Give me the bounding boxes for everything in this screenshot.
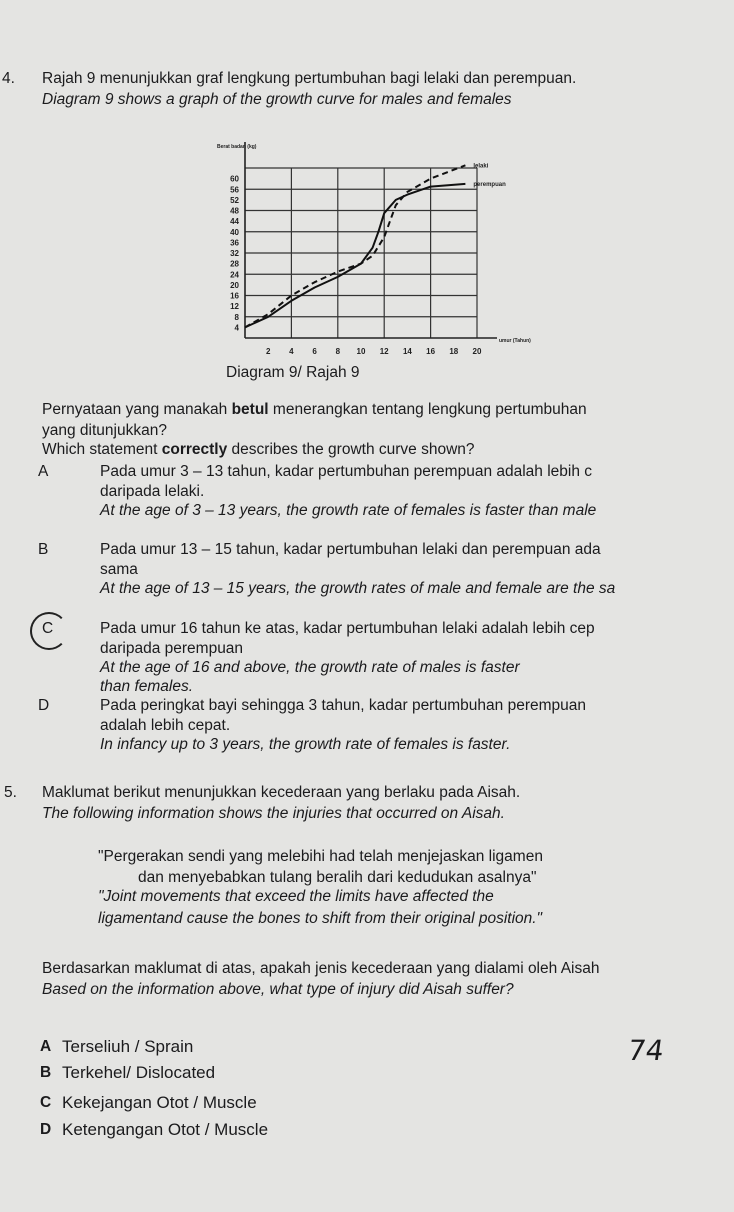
series-line-perempuan: [245, 184, 465, 328]
q5-intro-ms: Maklumat berikut menunjukkan kecederaan yang berlaku pada Aisah.: [42, 784, 521, 801]
option-text-en-2: than females.: [100, 678, 194, 695]
q4-stem-en: Which statement correctly describes the growth curve shown?: [42, 441, 475, 458]
y-tick-label: 28: [230, 259, 239, 269]
y-tick-label: 32: [230, 249, 239, 258]
option-letter[interactable]: B: [38, 541, 49, 558]
quote-en-1: "Joint movements that exceed the limits have affected the: [98, 888, 494, 905]
q4-intro-en: Diagram 9 shows a graph of the growth curve for males and females: [42, 91, 512, 108]
y-axis-label: Berat badan (kg): [217, 144, 257, 150]
option-letter[interactable]: A: [38, 463, 49, 480]
y-tick-label: 8: [234, 312, 239, 322]
option-text: Ketengangan Otot / Muscle: [62, 1120, 269, 1139]
option-text-ms: Pada umur 16 tahun ke atas, kadar pertumbuhan lelaki adalah lebih cep: [100, 620, 595, 637]
option-letter[interactable]: A: [40, 1038, 52, 1055]
y-tick-label: 16: [230, 291, 239, 301]
series-label: lelaki: [473, 163, 489, 170]
x-tick-label: 16: [426, 347, 436, 356]
q4-stem-ms-2: yang ditunjukkan?: [42, 422, 167, 439]
growth-chart: [190, 130, 531, 365]
y-tick-label: 12: [230, 302, 239, 312]
q4-stem-ms: Pernyataan yang manakah betul menerangkan tentang lengkung pertumbuhan: [42, 401, 587, 418]
y-tick-label: 44: [230, 217, 239, 227]
quote-ms-1: "Pergerakan sendi yang melebihi had telah menjejaskan ligamen: [98, 848, 543, 865]
option-text: Terkehel/ Dislocated: [62, 1063, 216, 1082]
quote-en-2: ligamentand cause the bones to shift from their original position.": [98, 910, 543, 927]
q5-intro-en: The following information shows the injuries that occurred on Aisah.: [42, 805, 505, 822]
option-text-ms-2: sama: [100, 561, 138, 578]
q5-stem-ms: Berdasarkan maklumat di atas, apakah jenis kecederaan yang dialami oleh Aisah: [42, 960, 600, 977]
x-tick-label: 10: [356, 347, 366, 356]
option-text-ms: Pada umur 13 – 15 tahun, kadar pertumbuhan lelaki dan perempuan ada: [100, 541, 601, 558]
y-tick-label: 36: [230, 238, 239, 248]
series-label: perempuan: [473, 181, 506, 188]
handwritten-mark: 74: [625, 1034, 666, 1067]
option-text-en: At the age of 3 – 13 years, the growth rate of females is faster than male: [100, 502, 597, 519]
option-text-en: At the age of 16 and above, the growth rate of males is faster: [100, 659, 520, 676]
y-tick-label: 56: [230, 185, 239, 195]
option-letter[interactable]: D: [40, 1121, 52, 1138]
q5-stem-en: Based on the information above, what type of injury did Aisah suffer?: [42, 981, 514, 998]
option-letter[interactable]: B: [40, 1064, 52, 1081]
option-letter[interactable]: C: [40, 1094, 52, 1111]
option-letter[interactable]: C: [42, 620, 54, 637]
q4-intro-ms: Rajah 9 menunjukkan graf lengkung pertumbuhan bagi lelaki dan perempuan.: [42, 70, 577, 87]
x-tick-label: 12: [379, 347, 389, 356]
quote-ms-2: dan menyebabkan tulang beralih dari kedudukan asalnya": [138, 869, 537, 886]
x-tick-label: 14: [402, 347, 412, 356]
question-number: 5.: [4, 784, 17, 801]
question-number: 4.: [2, 70, 15, 87]
option-text-ms-2: adalah lebih cepat.: [100, 717, 231, 734]
x-tick-label: 8: [335, 347, 341, 356]
y-tick-label: 24: [230, 270, 239, 280]
x-tick-label: 20: [472, 347, 482, 356]
option-text-ms: Pada peringkat bayi sehingga 3 tahun, kadar pertumbuhan perempuan: [100, 697, 587, 714]
x-tick-label: 18: [449, 347, 459, 356]
y-tick-label: 4: [234, 323, 239, 333]
option-letter[interactable]: D: [38, 697, 50, 714]
option-text-ms: Pada umur 3 – 13 tahun, kadar pertumbuhan perempuan adalah lebih c: [100, 463, 593, 480]
y-tick-label: 48: [230, 206, 239, 216]
option-text-en: At the age of 13 – 15 years, the growth rates of male and female are the sa: [100, 580, 616, 597]
x-tick-label: 2: [265, 347, 271, 356]
y-tick-label: 52: [230, 195, 239, 205]
option-text: Kekejangan Otot / Muscle: [62, 1093, 257, 1112]
y-tick-label: 60: [230, 174, 239, 184]
option-text: Terseliuh / Sprain: [62, 1037, 194, 1056]
option-text-ms-2: daripada perempuan: [100, 640, 244, 657]
x-tick-label: 6: [312, 347, 317, 356]
y-tick-label: 20: [230, 280, 239, 290]
y-tick-label: 40: [230, 227, 239, 237]
x-axis-label: umur (Tahun): [499, 338, 531, 344]
x-tick-label: 4: [289, 347, 294, 356]
diagram-caption: Diagram 9/ Rajah 9: [226, 364, 360, 381]
option-text-ms-2: daripada lelaki.: [100, 483, 205, 500]
option-text-en: In infancy up to 3 years, the growth rate of females is faster.: [100, 736, 511, 753]
